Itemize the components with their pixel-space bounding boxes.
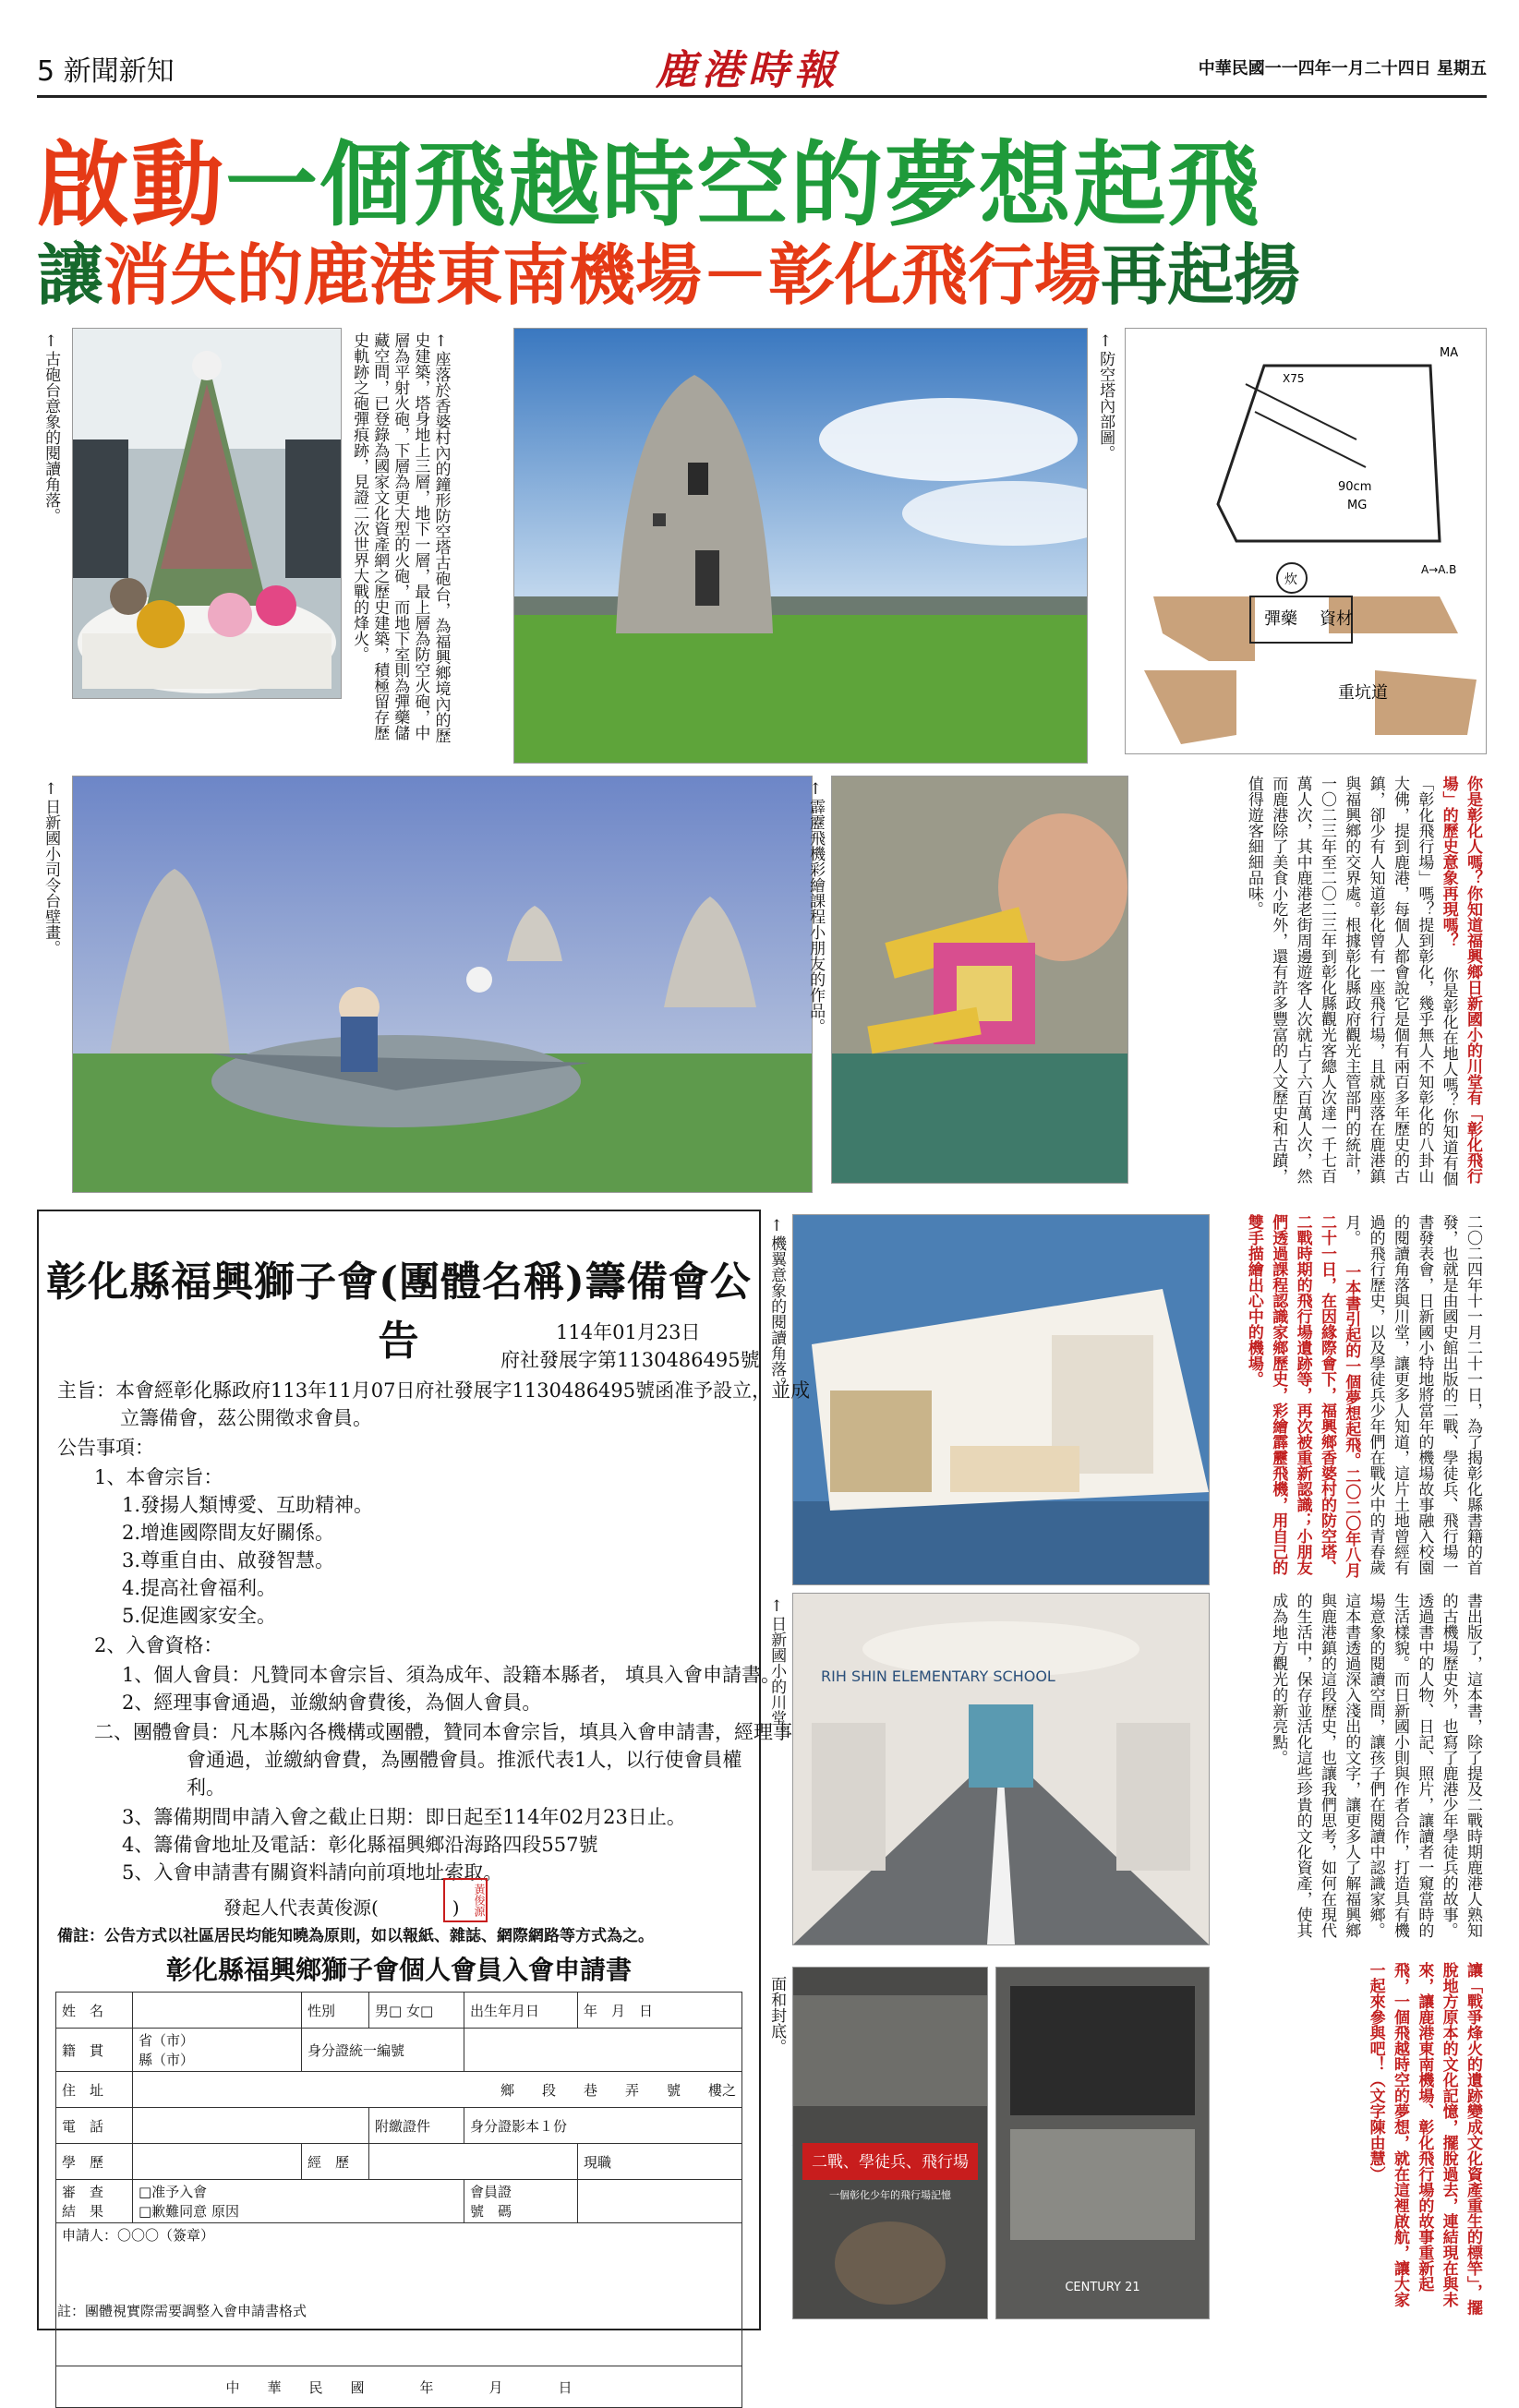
- masthead-logo: 鹿港時報: [656, 47, 840, 94]
- diagram-label-mg: MG: [1347, 499, 1368, 512]
- notice-title: 彰化縣福興獅子會(團體名稱)籌備會公告: [46, 1258, 752, 1365]
- sponsor-seal: 黃俊源: [443, 1878, 488, 1922]
- notice-group-2: 會通過，並繳納會費，為團體會員。推派代表1人，以行使會員權: [187, 1749, 742, 1771]
- notice-doc-no: 府社發展字第1130486495號: [500, 1349, 760, 1371]
- subheadline-red: 消失的鹿港東南機場－彰化飛行場: [103, 236, 1102, 314]
- form-row: [56, 2029, 742, 2072]
- form-birth-label: 出生年月日: [464, 1993, 578, 2029]
- article-col5: 書出版了，這本書，除了提及二戰時期鹿港人熟知的古機場歷史外，也寫了鹿港少年學徒兵的故事。透過書中的人物、日記、照片，讓讀者一窺當時的生活樣貌。而日新國小則與作者合作，打造具有機場意象的閱讀空間，讓孩子們在閱讀中認識家鄉。: [1366, 1593, 1482, 1938]
- main-headline: [37, 111, 1487, 239]
- hallway-sign: RIH SHIN ELEMENTARY SCHOOL: [821, 1668, 1055, 1685]
- notice-purpose-title: 1、本會宗旨：: [94, 1466, 223, 1488]
- sub-headline: [37, 222, 1487, 314]
- notice-purpose-1: 1.發揚人類博愛、互助精神。: [122, 1494, 374, 1516]
- headline-red-part: 啟動: [37, 131, 225, 239]
- form-review-field[interactable]: □准予入會 □歉難同意 原因: [133, 2180, 464, 2223]
- book-cover-title: 二戰、學徒兵、飛行場: [812, 2153, 969, 2172]
- diagram-label-ma: MA: [1440, 346, 1459, 360]
- caption-bunker-desc: ↑座落於香婆村內的鐘形防空塔古砲台，為福興鄉境內的歷史建築，塔身地上三層，地下一層，最上層為防空火砲，中層為平射火砲，下層為更大型的火砲，而地下室則為彈藥儲藏空間，已登錄為國家文化資產網之歷史建築，積極留存歷史軌跡之砲彈痕跡，見證二次世界大戰的烽火。: [350, 332, 451, 743]
- form-education-label: 學 歷: [56, 2144, 133, 2180]
- page-number: 5 新聞新知: [37, 55, 175, 88]
- notice-items-title: 公告事項：: [57, 1437, 154, 1459]
- form-row: [56, 2223, 742, 2366]
- diagram-label-kitchen: 炊: [1284, 572, 1297, 587]
- form-row: [56, 2072, 742, 2108]
- diagram-tower-plan: [1125, 328, 1487, 754]
- notice-purpose-5: 5.促進國家安全。: [122, 1605, 277, 1627]
- notice-membership-1: 1、個人會員：凡贊同本會宗旨、須為成年、設籍本縣者， 填具入會申請書。: [122, 1664, 781, 1686]
- article-hook: 你是彰化人嗎？你知道福興鄉日新國小的川堂有「彰化飛行場」的歷史意象再現嗎？: [1439, 776, 1482, 1184]
- book-cover-sub: 一個彰化少年的飛行場記憶: [829, 2189, 951, 2201]
- form-title: 彰化縣福興鄉獅子會個人會員入會申請書: [165, 1955, 632, 1985]
- notice-address: 4、籌備會地址及電話：彰化縣福興鄉沿海路四段557號: [122, 1834, 598, 1856]
- photo-school-hallway: [792, 1593, 1210, 1945]
- form-attachment-label: 附繳證件: [369, 2108, 464, 2144]
- photo-book-cover: [792, 1967, 988, 2319]
- form-phone-field[interactable]: [133, 2108, 369, 2144]
- notice-group-3: 利。: [187, 1776, 225, 1799]
- photo-book-back: [995, 1967, 1210, 2319]
- page-header: [37, 37, 1487, 92]
- header-rule: [37, 95, 1487, 98]
- caption-mural: ↑日新國小司令台壁畫。: [42, 780, 61, 956]
- notice-group-1: 二、團體會員：凡本縣內各機構或團體，贊同本會宗旨，填具入會申請書，經理事: [94, 1721, 792, 1743]
- form-attachment-field: 身分證影本１份: [464, 2108, 742, 2144]
- caption-book: 面和封底。: [767, 1976, 787, 2054]
- form-name-field[interactable]: [133, 1993, 302, 2029]
- notice-sponsor: 發起人代表黃俊源( ): [223, 1896, 460, 1919]
- diagram-label-tunnel: 重坑道: [1338, 683, 1388, 703]
- form-address-field[interactable]: 鄉 段 巷 弄 號 樓之: [133, 2072, 742, 2108]
- form-row: [56, 2108, 742, 2144]
- form-row: [56, 2366, 742, 2408]
- membership-form: [55, 1992, 742, 2408]
- diagram-label-ammo: 彈藥: [1264, 609, 1297, 629]
- notice-subject-1: 主旨：本會經彰化縣政府113年11月07日府社發展字1130486495號函准予設立，並成: [57, 1379, 811, 1402]
- photo-library-corner: [72, 328, 342, 699]
- article-col4: 一本書引起的一個夢想起飛。二〇二〇年八月二十一日，在因緣際會下，福興鄉香婆村的防空塔、二戰時期的飛行場遺跡等，再次被重新認識；小朋友們透過課程認識家鄉歷史，彩繪霹靂飛機，用自己的雙手描繪出心中的機場。: [1244, 1214, 1361, 1578]
- article-block4: [1217, 1962, 1485, 2322]
- notice-membership-title: 2、入會資格：: [94, 1634, 223, 1656]
- article-block3: [1217, 1593, 1485, 1948]
- notice-remark: 備註：公告方式以社區居民均能知曉為原則，如以報紙、雜誌、網際網路等方式為之。: [57, 1927, 654, 1945]
- notice-subject-2: 立籌備會，茲公開徵求會員。: [120, 1407, 372, 1429]
- form-experience-field[interactable]: [369, 2144, 578, 2180]
- form-footnote: 註：團體視實際需要調整入會申請書格式: [57, 2303, 307, 2319]
- photo-airplane-craft: [831, 776, 1128, 1184]
- form-education-field[interactable]: [133, 2144, 302, 2180]
- photo-wing-reading-corner: [792, 1214, 1210, 1585]
- subheadline-dark-a: 讓: [37, 236, 104, 314]
- form-native-field[interactable]: 省（市） 縣（市）: [133, 2029, 302, 2072]
- form-current-label: 現職: [578, 2144, 742, 2180]
- form-native-label: 籍 貫: [56, 2029, 133, 2072]
- form-experience-label: 經 歷: [302, 2144, 369, 2180]
- notice-purpose-4: 4.提高社會福利。: [122, 1577, 277, 1599]
- photo-school-mural: [72, 776, 813, 1193]
- publication-date: 中華民國一一四年一月二十四日 星期五: [1198, 59, 1487, 78]
- form-address-label: 住 址: [56, 2072, 133, 2108]
- form-row: [56, 1993, 742, 2029]
- caption-hallway: ↑日新國小的川堂。: [767, 1597, 787, 1741]
- headline-green-part: 一個飛越時空的夢想起飛: [225, 131, 1261, 239]
- form-applicant[interactable]: 申請人：〇〇〇（簽章）: [56, 2223, 742, 2366]
- notice-purpose-3: 3.尊重自由、啟發智慧。: [122, 1549, 335, 1571]
- subheadline-dark-b: 再起揚: [1101, 236, 1301, 314]
- notice-membership-2: 2、經理事會通過，並繳納會費後，為個人會員。: [122, 1692, 542, 1714]
- form-id-label: 身分證統一編號: [302, 2029, 464, 2072]
- form-row: [56, 2144, 742, 2180]
- diagram-label-90cm: 90cm: [1338, 480, 1372, 494]
- article-col6: 這本書透過深入淺出的文字，讓更多人了解福興鄉與鹿港鎮的這段歷史，也讓我們思考，如何在現代的生活中，保存並活化這些珍貴的文化資產，使其成為地方觀光的新亮點。: [1269, 1593, 1361, 1938]
- notice-info: 5、入會申請書有關資料請向前項地址索取。: [122, 1861, 503, 1884]
- photo-air-defense-tower: [513, 328, 1088, 764]
- article-block2: [1217, 1214, 1485, 1583]
- notice-date: 114年01月23日: [556, 1321, 701, 1343]
- form-gender-field[interactable]: 男□ 女□: [369, 1993, 464, 2029]
- notice-purpose-2: 2.增進國際間友好關係。: [122, 1522, 335, 1544]
- caption-craft: ↑霹靂飛機彩繪課程小朋友的作品。: [806, 780, 826, 1034]
- form-birth-field[interactable]: 年 月 日: [578, 1993, 742, 2029]
- form-name-label: 姓 名: [56, 1993, 133, 2029]
- form-member-no-field[interactable]: [578, 2180, 742, 2223]
- book-publisher: CENTURY 21: [1065, 2281, 1140, 2294]
- diagram-label-ab: A→A.B: [1421, 563, 1457, 576]
- caption-library-corner: ↑古砲台意象的閱讀角落。: [42, 332, 61, 524]
- notice-deadline: 3、籌備期間申請入會之截止日期：即日起至114年02月23日止。: [122, 1806, 686, 1828]
- diagram-label-materials: 資材: [1320, 609, 1353, 629]
- form-id-field[interactable]: [464, 2029, 742, 2072]
- caption-reading-corner: ↑機翼意象的閱讀角落。: [767, 1217, 787, 1392]
- article-col7: 讓「戰爭烽火的遺跡變成文化資產重生的標竿」，擺脫地方原本的文化記憶，擺脫過去，連結現在與未來，讓鹿港東南機場、彰化飛行場的故事重新起飛，一個飛越時空的夢想，就在這裡啟航，讓大家一起來參與吧！（文字陳由慧）: [1366, 1962, 1482, 2316]
- form-review-label: 審 查 結 果: [56, 2180, 133, 2223]
- diagram-label-x75: X75: [1283, 372, 1305, 385]
- form-row: [56, 2180, 742, 2223]
- form-member-no-label: 會員證 號 碼: [464, 2180, 578, 2223]
- form-roc-date: 中 華 民 國 年 月 日: [56, 2366, 742, 2408]
- article-col3: 二〇二四年十一月二十一日，為了揭彰化縣書籍的首發，也就是由國史館出版的二戰、學徒兵、飛行場一書發表會，日新國小特地將當年的機場故事融入校園的閱讀角落與川堂，讓更多人知道，這片土地曾經有過的飛行歷史，以及學徒兵少年們在戰火中的青春歲月。: [1342, 1214, 1482, 1575]
- form-gender-label: 性別: [302, 1993, 369, 2029]
- article-intro: [1132, 776, 1485, 1186]
- form-phone-label: 電 話: [56, 2108, 133, 2144]
- caption-tower-plan: ↑防空塔內部圖。: [1096, 332, 1115, 461]
- article-col1: 你是彰化在地人嗎？你知道有個「彰化飛行場」嗎？提到彰化，幾乎無人不知彰化的八卦山大佛，提到鹿港，每個人都會說它是個有兩百多年歷史的古鎮，卻少有人知道彰化曾有一座飛行場，且就座落在鹿港鎮與福興鄉的交界處。根據彰化縣政府觀光主管部門的統計，一〇二三年至二〇二三年到彰化縣觀光客總人次達一千七百萬人次，其中鹿港老街周邊遊客人次就占了六百萬人次，然而鹿港除了美食小吃外，還有許多豐富的人文歷史和古蹟，值得遊客細細品味。: [1244, 776, 1458, 1186]
